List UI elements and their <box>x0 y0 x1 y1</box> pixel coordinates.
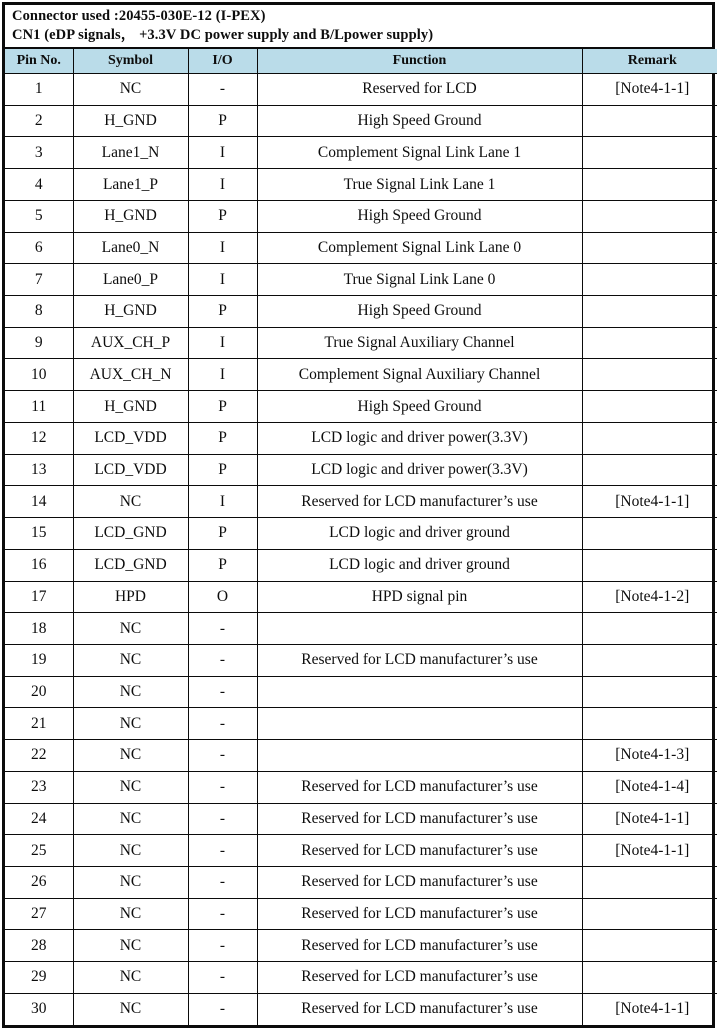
cell-remark: [Note4-1-1] <box>582 803 717 835</box>
cell-pin-no: 22 <box>5 740 73 772</box>
table-row <box>5 74 717 106</box>
cell-remark <box>582 866 717 898</box>
cell-pin-no: 8 <box>5 296 73 328</box>
cell-function: Reserved for LCD manufacturer’s use <box>257 803 582 835</box>
cell-pin-no: 9 <box>5 327 73 359</box>
cell-remark <box>582 613 717 645</box>
table-row <box>5 866 717 898</box>
cell-symbol: NC <box>73 962 188 994</box>
cell-function: LCD logic and driver power(3.3V) <box>257 422 582 454</box>
cell-symbol: NC <box>73 835 188 867</box>
cell-function: Complement Signal Auxiliary Channel <box>257 359 582 391</box>
pin-assignment-table <box>5 49 717 1025</box>
cell-io: P <box>188 296 257 328</box>
cell-io: I <box>188 327 257 359</box>
table-row <box>5 644 717 676</box>
cell-function <box>257 708 582 740</box>
cell-pin-no: 12 <box>5 422 73 454</box>
cell-function: High Speed Ground <box>257 391 582 423</box>
cell-pin-no: 29 <box>5 962 73 994</box>
cell-symbol: NC <box>73 803 188 835</box>
cell-io: P <box>188 105 257 137</box>
cell-symbol: H_GND <box>73 391 188 423</box>
title-block <box>5 5 712 49</box>
table-row <box>5 105 717 137</box>
cell-io: - <box>188 676 257 708</box>
cell-symbol: NC <box>73 676 188 708</box>
cell-remark <box>582 708 717 740</box>
cell-io: - <box>188 644 257 676</box>
cell-function: Reserved for LCD <box>257 74 582 106</box>
cell-function: LCD logic and driver power(3.3V) <box>257 454 582 486</box>
cell-symbol: Lane0_P <box>73 264 188 296</box>
cell-symbol: NC <box>73 740 188 772</box>
cell-symbol: NC <box>73 771 188 803</box>
table-row <box>5 835 717 867</box>
table-row <box>5 962 717 994</box>
cell-io: P <box>188 454 257 486</box>
column-header-pin-no: Pin No. <box>5 49 73 74</box>
cell-io: I <box>188 137 257 169</box>
cell-remark <box>582 137 717 169</box>
cell-function: True Signal Link Lane 0 <box>257 264 582 296</box>
table-row <box>5 549 717 581</box>
table-row <box>5 359 717 391</box>
column-header-symbol: Symbol <box>73 49 188 74</box>
cell-io: - <box>188 835 257 867</box>
cell-remark <box>582 169 717 201</box>
table-row <box>5 803 717 835</box>
cell-pin-no: 23 <box>5 771 73 803</box>
cn1-signals-title: CN1 (eDP signals， +3.3V DC power supply and B/Lpower supply) <box>12 27 434 43</box>
cell-function: Reserved for LCD manufacturer’s use <box>257 993 582 1025</box>
cell-function <box>257 613 582 645</box>
cell-io: - <box>188 708 257 740</box>
cell-pin-no: 7 <box>5 264 73 296</box>
cell-symbol: NC <box>73 74 188 106</box>
cell-symbol: H_GND <box>73 200 188 232</box>
cell-symbol: NC <box>73 866 188 898</box>
cell-function: High Speed Ground <box>257 296 582 328</box>
cell-function: LCD logic and driver ground <box>257 549 582 581</box>
column-header-io: I/O <box>188 49 257 74</box>
connector-used-title: Connector used :20455-030E-12 (I-PEX) <box>12 8 266 24</box>
cell-function: High Speed Ground <box>257 105 582 137</box>
cell-io: P <box>188 422 257 454</box>
table-row <box>5 930 717 962</box>
cell-remark: [Note4-1-1] <box>582 74 717 106</box>
cell-function: Reserved for LCD manufacturer’s use <box>257 771 582 803</box>
cell-function: Complement Signal Link Lane 0 <box>257 232 582 264</box>
table-row <box>5 296 717 328</box>
cell-function: Reserved for LCD manufacturer’s use <box>257 835 582 867</box>
cell-symbol: NC <box>73 644 188 676</box>
cell-remark <box>582 105 717 137</box>
cell-symbol: AUX_CH_P <box>73 327 188 359</box>
table-row <box>5 327 717 359</box>
cell-pin-no: 6 <box>5 232 73 264</box>
cell-remark: [Note4-1-3] <box>582 740 717 772</box>
cell-function: High Speed Ground <box>257 200 582 232</box>
cell-pin-no: 13 <box>5 454 73 486</box>
cell-remark <box>582 327 717 359</box>
table-row <box>5 422 717 454</box>
cell-io: I <box>188 264 257 296</box>
cell-remark <box>582 264 717 296</box>
cell-pin-no: 21 <box>5 708 73 740</box>
cell-remark: [Note4-1-1] <box>582 993 717 1025</box>
cell-remark: [Note4-1-2] <box>582 581 717 613</box>
cell-remark <box>582 518 717 550</box>
table-row <box>5 137 717 169</box>
cell-pin-no: 25 <box>5 835 73 867</box>
cell-function: True Signal Auxiliary Channel <box>257 327 582 359</box>
table-row <box>5 581 717 613</box>
cell-remark <box>582 644 717 676</box>
cell-symbol: H_GND <box>73 296 188 328</box>
cell-pin-no: 14 <box>5 486 73 518</box>
table-row <box>5 264 717 296</box>
cell-remark <box>582 200 717 232</box>
cell-io: I <box>188 169 257 201</box>
cell-pin-no: 17 <box>5 581 73 613</box>
cell-function: Complement Signal Link Lane 1 <box>257 137 582 169</box>
cell-symbol: Lane0_N <box>73 232 188 264</box>
pin-assignment-sheet <box>2 2 715 1028</box>
table-row <box>5 708 717 740</box>
cell-remark <box>582 676 717 708</box>
cell-io: - <box>188 898 257 930</box>
table-row <box>5 454 717 486</box>
cell-pin-no: 26 <box>5 866 73 898</box>
table-row <box>5 391 717 423</box>
cell-remark <box>582 898 717 930</box>
cell-pin-no: 20 <box>5 676 73 708</box>
cell-function: Reserved for LCD manufacturer’s use <box>257 866 582 898</box>
cell-pin-no: 4 <box>5 169 73 201</box>
cell-pin-no: 30 <box>5 993 73 1025</box>
cell-io: - <box>188 771 257 803</box>
cell-function: Reserved for LCD manufacturer’s use <box>257 898 582 930</box>
cell-remark <box>582 454 717 486</box>
column-header-function: Function <box>257 49 582 74</box>
cell-symbol: NC <box>73 708 188 740</box>
table-row <box>5 169 717 201</box>
cell-pin-no: 5 <box>5 200 73 232</box>
cell-symbol: LCD_GND <box>73 518 188 550</box>
cell-function: True Signal Link Lane 1 <box>257 169 582 201</box>
table-row <box>5 486 717 518</box>
cell-symbol: LCD_VDD <box>73 454 188 486</box>
table-row <box>5 613 717 645</box>
cell-pin-no: 1 <box>5 74 73 106</box>
cell-pin-no: 3 <box>5 137 73 169</box>
table-row <box>5 771 717 803</box>
cell-io: I <box>188 232 257 264</box>
cell-symbol: NC <box>73 930 188 962</box>
cell-symbol: NC <box>73 993 188 1025</box>
cell-symbol: AUX_CH_N <box>73 359 188 391</box>
cell-remark <box>582 549 717 581</box>
cell-remark <box>582 232 717 264</box>
cell-pin-no: 19 <box>5 644 73 676</box>
cell-symbol: LCD_GND <box>73 549 188 581</box>
cell-pin-no: 24 <box>5 803 73 835</box>
cell-remark <box>582 296 717 328</box>
cell-symbol: LCD_VDD <box>73 422 188 454</box>
cell-pin-no: 28 <box>5 930 73 962</box>
cell-symbol: HPD <box>73 581 188 613</box>
cell-pin-no: 10 <box>5 359 73 391</box>
cell-symbol: NC <box>73 898 188 930</box>
table-row <box>5 898 717 930</box>
cell-io: - <box>188 613 257 645</box>
cell-symbol: H_GND <box>73 105 188 137</box>
table-row <box>5 993 717 1025</box>
cell-function <box>257 676 582 708</box>
cell-io: I <box>188 486 257 518</box>
cell-io: I <box>188 359 257 391</box>
cell-symbol: NC <box>73 613 188 645</box>
cell-remark <box>582 422 717 454</box>
cell-function: Reserved for LCD manufacturer’s use <box>257 930 582 962</box>
cell-io: P <box>188 518 257 550</box>
cell-function: Reserved for LCD manufacturer’s use <box>257 486 582 518</box>
cell-remark <box>582 962 717 994</box>
table-row <box>5 740 717 772</box>
cell-io: - <box>188 740 257 772</box>
table-row <box>5 518 717 550</box>
table-row <box>5 200 717 232</box>
cell-io: P <box>188 200 257 232</box>
cell-io: - <box>188 74 257 106</box>
cell-pin-no: 16 <box>5 549 73 581</box>
cell-pin-no: 18 <box>5 613 73 645</box>
cell-remark: [Note4-1-1] <box>582 486 717 518</box>
cell-io: - <box>188 866 257 898</box>
cell-function <box>257 740 582 772</box>
cell-symbol: Lane1_N <box>73 137 188 169</box>
cell-remark: [Note4-1-4] <box>582 771 717 803</box>
cell-remark <box>582 930 717 962</box>
cell-pin-no: 15 <box>5 518 73 550</box>
cell-remark <box>582 391 717 423</box>
cell-function: HPD signal pin <box>257 581 582 613</box>
cell-io: P <box>188 549 257 581</box>
cell-io: - <box>188 962 257 994</box>
cell-pin-no: 27 <box>5 898 73 930</box>
cell-function: LCD logic and driver ground <box>257 518 582 550</box>
table-header-row <box>5 49 717 74</box>
cell-io: O <box>188 581 257 613</box>
cell-io: - <box>188 993 257 1025</box>
cell-io: - <box>188 803 257 835</box>
table-row <box>5 232 717 264</box>
cell-symbol: NC <box>73 486 188 518</box>
column-header-remark: Remark <box>582 49 717 74</box>
cell-remark: [Note4-1-1] <box>582 835 717 867</box>
cell-io: P <box>188 391 257 423</box>
table-row <box>5 676 717 708</box>
cell-pin-no: 11 <box>5 391 73 423</box>
cell-function: Reserved for LCD manufacturer’s use <box>257 962 582 994</box>
cell-remark <box>582 359 717 391</box>
cell-pin-no: 2 <box>5 105 73 137</box>
cell-function: Reserved for LCD manufacturer’s use <box>257 644 582 676</box>
cell-io: - <box>188 930 257 962</box>
cell-symbol: Lane1_P <box>73 169 188 201</box>
